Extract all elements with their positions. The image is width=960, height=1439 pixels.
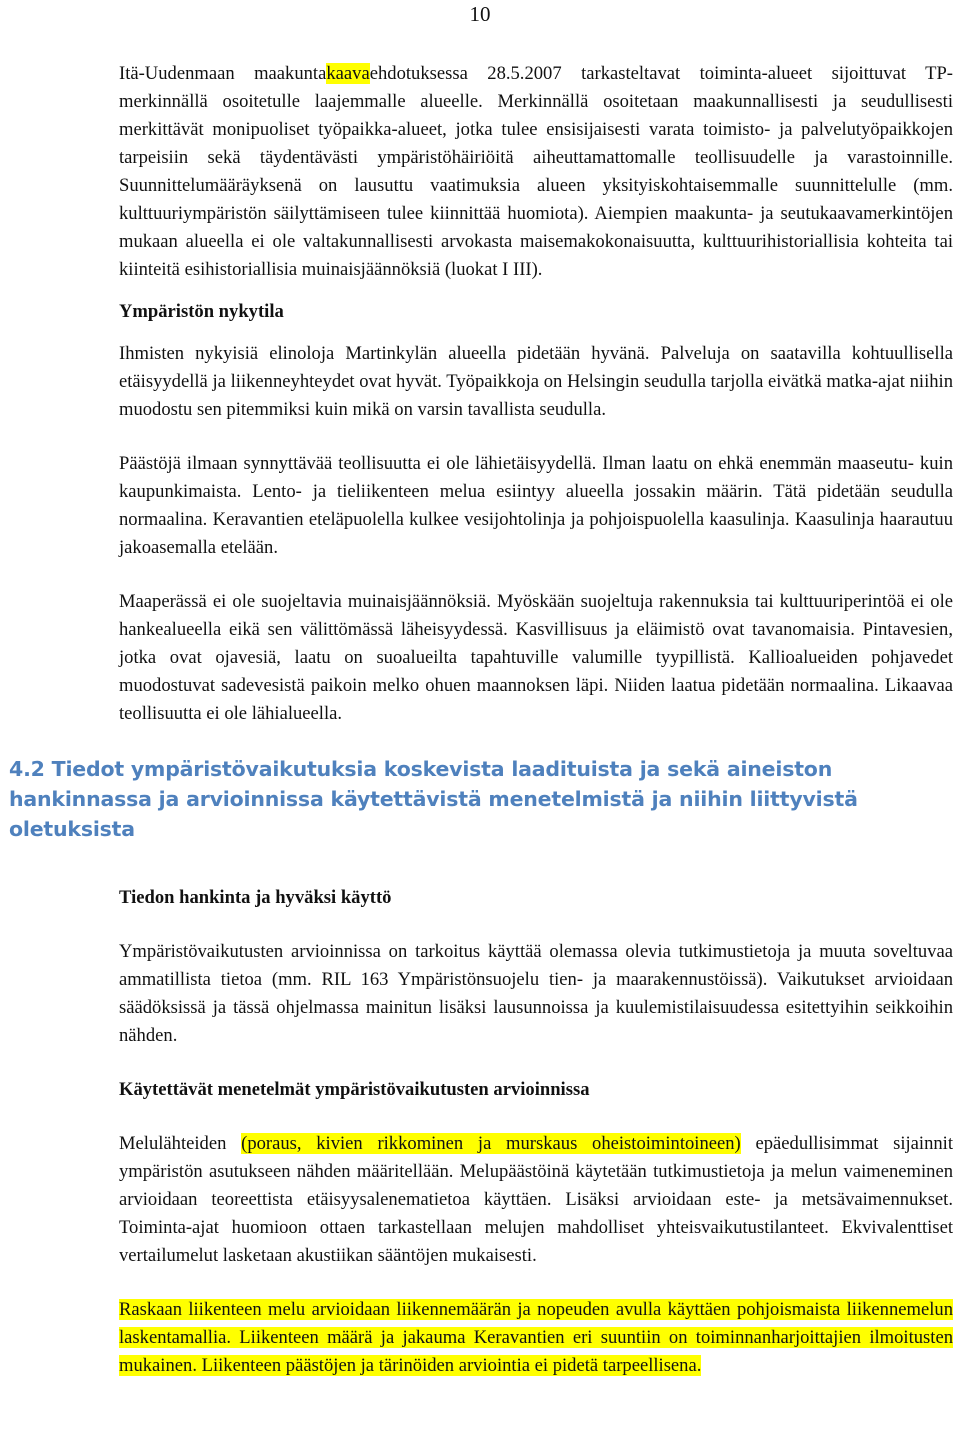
p6-text-start: Melulähteiden [119, 1133, 242, 1154]
heading-nykytila: Ympäristön nykytila [119, 301, 284, 322]
section-number-minor: 2 [30, 757, 45, 781]
paragraph-elinolot: Ihmisten nykyisiä elinoloja Martinkylän alueella pidetään hyvänä. Palveluja on saatavilla kohtuullisella etäisyydellä ja liikenneyhteydet ovat hyvät. Työpaikkoja on Helsingin seudulla tarjolla eivätkä matka-ajat niihin muodostu sen pitemmiksi kuin mikä on varsin tavallista seudulla. [119, 343, 953, 420]
p6-highlight: (poraus, kivien rikkominen ja murskaus oheistoimintoineen) [241, 1133, 741, 1154]
paragraph-maapera: Maaperässä ei ole suojeltavia muinaisjäännöksiä. Myöskään suojeltuja rakennuksia tai kulttuuriperintöä ei ole hankealueella eikä sen välittömässä läheisyydessä. Kasvillisuus ja eläimistö ovat tavanomaisia. Pintavesien, jotka ovat ojavesiä, laatu on suoalueilta tapahtuville valumille tyypillistä. Kallioalueiden pohjavedet muodostuvat sadevesistä paikoin melko ohuen maannoksen läpi. Niiden laatua pidetään normaalina. Likaavaa teollisuutta ei ole lähialueella. [119, 591, 953, 724]
heading-menetelmat: Käytettävät menetelmät ympäristövaikutusten arvioinnissa [119, 1079, 590, 1100]
p1-highlight: kaava [326, 63, 370, 84]
paragraph-paastot: Päästöjä ilmaan synnyttävää teollisuutta ei ole lähietäisyydellä. Ilman laatu on ehkä enemmän maaseutu- kuin kaupunkimaista. Lento- ja tieliikenteen melua esiintyy alueella jossakin määrin. Tätä pidetään seudulla normaalina. Keravantien eteläpuolella kulkee vesijohtolinja ja pohjoispuolella kaasulinja. Kaasulinja haarautuu jakoasemalla etelään. [119, 453, 953, 558]
p1-text-start: Itä-Uudenmaan maakunta [119, 63, 327, 84]
paragraph-maakuntakaava [119, 60, 953, 284]
paragraph-tutkimustiedot: Ympäristövaikutusten arvioinnissa on tarkoitus käyttää olemassa olevia tutkimustietoja ja muuta soveltuvaa ammatillista tietoa (mm. RIL 163 Ympäristönsuojelu tien- ja maarakennustöissä). Vaikutukset arvioidaan säädöksissä ja tässä ohjelmassa mainitun lisäksi lausunnoissa ja kuulemistilaisuudessa esitettyihin seikkoihin nähden. [119, 941, 953, 1046]
section-heading [9, 754, 953, 844]
p7-highlight: Raskaan liikenteen melu arvioidaan liikennemäärän ja nopeuden avulla käyttäen pohjoismaista liikennemelun laskentamallia. Liikenteen määrä ja jakauma Keravantien eri suuntiin on toiminnanharjoittajien ilmoitusten mukainen. Liikenteen päästöjen ja tärinöiden arviointia ei pidetä tarpeellisena. [119, 1299, 953, 1376]
p6-text-rest: epäedullisimmat sijainnit ympäristön asutukseen nähden määritellään. Melupäästöinä käytetään tutkimustietoja ja melun vaimeneminen arvioidaan teoreettista etäisyysalenematietoa käyttäen. Lisäksi arvioidaan este- ja metsävaimennukset. Toiminta-ajat huomioon ottaen tarkastellaan melujen mahdolliset yhteisvaikutustilanteet. Ekvivalenttiset vertailumelut lasketaan akustiikan sääntöjen mukaisesti. [119, 1133, 954, 1266]
p1-text-rest: ehdotuksessa 28.5.2007 tarkasteltavat toiminta-alueet sijoittuvat TP-merkinnällä osoitetulle laajemmalle alueelle. Merkinnällä osoitetaan maakunnallisesti ja seudullisesti merkittävät monipuoliset työpaikka-alueet, jotka tulee ensisijaisesti varata toimisto- ja palvelutyöpaikkojen tarpeisiin sekä täydentävästi ympäristöhäiriöitä aiheuttamattomalle teollisuudelle ja varastoinnille. Suunnittelumääräyksenä on lausuttu vaatimuksia alueen yksityiskohtaisemmalle suunnittelulle (mm. kulttuuriympäristön säilyttämiseen tulee kiinnittää huomiota). Aiempien maakunta- ja seutukaavamerkintöjen mukaan alueella ei ole valtakunnallisesti arvokasta maisemakokonaisuutta, kulttuurihistoriallisia kohteita tai kiinteitä esihistoriallisia muinaisjäännöksiä (luokat I III). [119, 63, 953, 280]
section-number-major: 4. [9, 757, 31, 781]
section-title: Tiedot ympäristövaikutuksia koskevista laadituista ja sekä aineiston hankinnassa ja arvioinnissa käytettävistä menetelmistä ja niihin liittyvistä oletuksista [9, 757, 858, 841]
heading-tiedon-hankinta: Tiedon hankinta ja hyväksi käyttö [119, 887, 392, 908]
page-number: 10 [469, 2, 491, 26]
page-content [9, 60, 954, 1380]
paragraph-melulahteet [119, 1130, 953, 1270]
paragraph-liikennemelu [119, 1296, 953, 1380]
